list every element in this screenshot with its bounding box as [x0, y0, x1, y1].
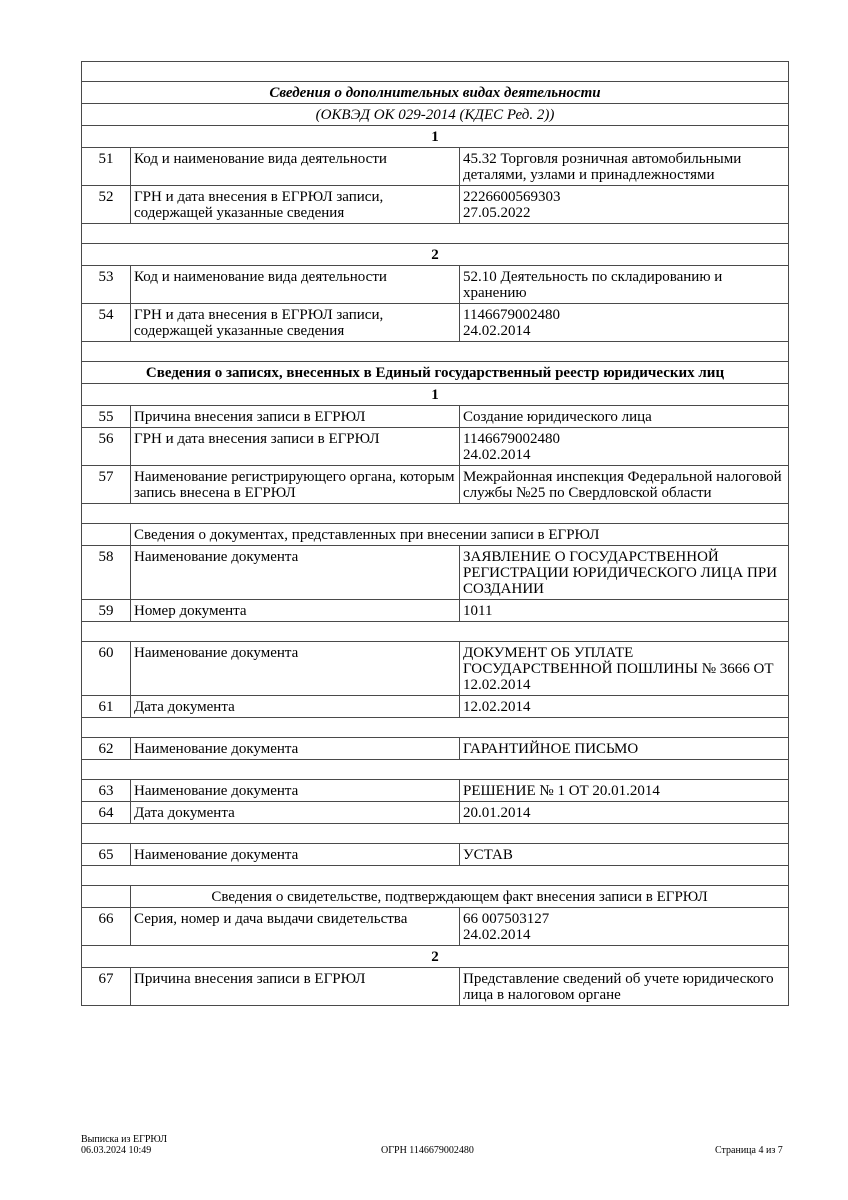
row-label: Причина внесения записи в ЕГРЮЛ	[131, 406, 460, 428]
table-row	[82, 304, 789, 342]
spacer-row	[82, 866, 789, 886]
group-number-row	[82, 244, 789, 266]
row-number: 55	[82, 406, 131, 428]
row-number: 59	[82, 600, 131, 622]
row-value	[460, 304, 789, 342]
row-value: ЗАЯВЛЕНИЕ О ГОСУДАРСТВЕННОЙ РЕГИСТРАЦИИ ЮРИДИЧЕСКОГО ЛИЦА ПРИ СОЗДАНИИ	[460, 546, 789, 600]
section-title-additional-activities: Сведения о дополнительных видах деятельности	[82, 82, 789, 104]
grn-value: 2226600569303	[463, 189, 561, 205]
group-number: 2	[82, 946, 789, 968]
table-row	[82, 642, 789, 696]
table-row	[82, 780, 789, 802]
row-label: Наименование документа	[131, 546, 460, 600]
row-value: Представление сведений об учете юридического лица в налоговом органе	[460, 968, 789, 1006]
table-row	[82, 844, 789, 866]
row-label: Причина внесения записи в ЕГРЮЛ	[131, 968, 460, 1006]
row-label: Наименование документа	[131, 844, 460, 866]
date-value: 24.02.2014	[463, 323, 531, 339]
row-number: 52	[82, 186, 131, 224]
row-value	[460, 428, 789, 466]
table-row	[82, 406, 789, 428]
table-row	[82, 802, 789, 824]
row-value: РЕШЕНИЕ № 1 ОТ 20.01.2014	[460, 780, 789, 802]
spacer-row	[82, 62, 789, 82]
row-value: Межрайонная инспекция Федеральной налоговой службы №25 по Свердловской области	[460, 466, 789, 504]
row-number: 60	[82, 642, 131, 696]
section-title-register-records: Сведения о записях, внесенных в Единый государственный реестр юридических лиц	[82, 362, 789, 384]
row-number: 66	[82, 908, 131, 946]
spacer-row	[82, 760, 789, 780]
group-number: 2	[82, 244, 789, 266]
row-value	[460, 908, 789, 946]
row-number: 63	[82, 780, 131, 802]
row-value	[460, 186, 789, 224]
row-label: Дата документа	[131, 802, 460, 824]
table-row	[82, 186, 789, 224]
table-row	[82, 428, 789, 466]
row-number: 54	[82, 304, 131, 342]
certificate-subsection-header: Сведения о свидетельстве, подтверждающем факт внесения записи в ЕГРЮЛ	[131, 886, 789, 908]
table-row	[82, 600, 789, 622]
section-title-row	[82, 362, 789, 384]
date-value: 24.02.2014	[463, 447, 531, 463]
spacer-row	[82, 622, 789, 642]
grn-value: 1146679002480	[463, 307, 560, 323]
row-label: ГРН и дата внесения записи в ЕГРЮЛ	[131, 428, 460, 466]
spacer-row	[82, 342, 789, 362]
row-label: Дата документа	[131, 696, 460, 718]
spacer-row	[82, 718, 789, 738]
row-number: 58	[82, 546, 131, 600]
spacer-row	[82, 824, 789, 844]
section-subtitle-row	[82, 104, 789, 126]
row-value: 12.02.2014	[460, 696, 789, 718]
row-value: 45.32 Торговля розничная автомобильными деталями, узлами и принадлежностями	[460, 148, 789, 186]
row-number: 67	[82, 968, 131, 1006]
section-title-row	[82, 82, 789, 104]
group-number: 1	[82, 384, 789, 406]
footer-page-number: Страница 4 из 7	[715, 1145, 783, 1156]
row-number: 56	[82, 428, 131, 466]
table-row	[82, 466, 789, 504]
group-number: 1	[82, 126, 789, 148]
table-row	[82, 148, 789, 186]
row-number: 62	[82, 738, 131, 760]
row-label: Код и наименование вида деятельности	[131, 266, 460, 304]
date-value: 27.05.2022	[463, 205, 531, 221]
table-row	[82, 908, 789, 946]
footer-ogrn: ОГРН 1146679002480	[381, 1145, 474, 1156]
row-number: 61	[82, 696, 131, 718]
documents-subsection-header: Сведения о документах, представленных при внесении записи в ЕГРЮЛ	[131, 524, 789, 546]
row-number: 65	[82, 844, 131, 866]
row-label: ГРН и дата внесения в ЕГРЮЛ записи, содержащей указанные сведения	[131, 186, 460, 224]
row-value: ГАРАНТИЙНОЕ ПИСЬМО	[460, 738, 789, 760]
row-label: Номер документа	[131, 600, 460, 622]
extract-table	[81, 61, 789, 1006]
footer-document-info	[81, 1134, 167, 1156]
row-value: 20.01.2014	[460, 802, 789, 824]
row-value: 52.10 Деятельность по складированию и хранению	[460, 266, 789, 304]
table-row	[82, 738, 789, 760]
subsection-header-row	[82, 886, 789, 908]
row-value: 1011	[460, 600, 789, 622]
spacer-row	[82, 504, 789, 524]
row-label: Наименование документа	[131, 738, 460, 760]
row-number: 57	[82, 466, 131, 504]
grn-value: 1146679002480	[463, 431, 560, 447]
table-row	[82, 968, 789, 1006]
date-value: 24.02.2014	[463, 927, 531, 943]
row-label: Наименование документа	[131, 642, 460, 696]
table-row	[82, 266, 789, 304]
row-label: Наименование регистрирующего органа, которым запись внесена в ЕГРЮЛ	[131, 466, 460, 504]
certificate-number: 66 007503127	[463, 911, 550, 927]
row-label: ГРН и дата внесения в ЕГРЮЛ записи, содержащей указанные сведения	[131, 304, 460, 342]
group-number-row	[82, 126, 789, 148]
table-row	[82, 546, 789, 600]
subsection-header-row	[82, 524, 789, 546]
spacer-row	[82, 224, 789, 244]
group-number-row	[82, 384, 789, 406]
row-label: Наименование документа	[131, 780, 460, 802]
row-value: ДОКУМЕНТ ОБ УПЛАТЕ ГОСУДАРСТВЕННОЙ ПОШЛИНЫ № 3666 ОТ 12.02.2014	[460, 642, 789, 696]
group-number-row	[82, 946, 789, 968]
row-value: Создание юридического лица	[460, 406, 789, 428]
footer-document-name: Выписка из ЕГРЮЛ	[81, 1134, 167, 1145]
row-number: 64	[82, 802, 131, 824]
row-label: Серия, номер и дача выдачи свидетельства	[131, 908, 460, 946]
row-value: УСТАВ	[460, 844, 789, 866]
row-label: Код и наименование вида деятельности	[131, 148, 460, 186]
table-row	[82, 696, 789, 718]
footer-datetime: 06.03.2024 10:49	[81, 1145, 152, 1156]
okved-classifier-note: (ОКВЭД ОК 029-2014 (КДЕС Ред. 2))	[82, 104, 789, 126]
row-number: 53	[82, 266, 131, 304]
row-number: 51	[82, 148, 131, 186]
